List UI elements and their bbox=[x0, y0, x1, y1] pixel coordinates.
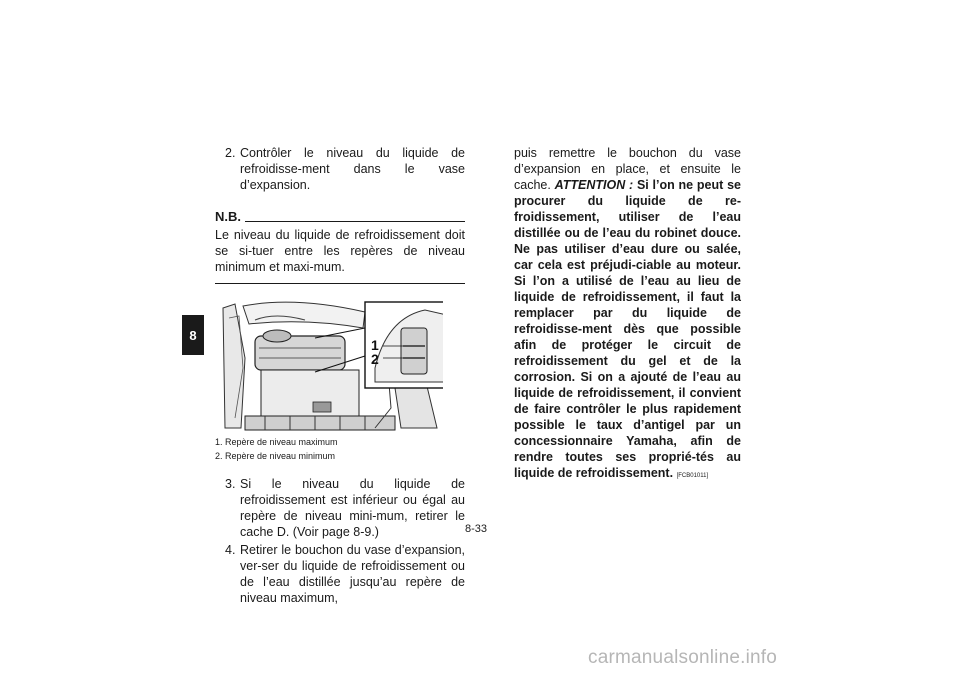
warning-code: [FCB01011] bbox=[676, 473, 709, 479]
chapter-tab: 8 bbox=[182, 315, 204, 355]
figure-label-1: 1 bbox=[371, 337, 379, 353]
step-4-number: 4. bbox=[225, 543, 236, 557]
nb-end-rule bbox=[215, 283, 465, 284]
attention-label: ATTENTION : bbox=[554, 178, 634, 192]
figure-caption-1: 1. Repère de niveau maximum bbox=[215, 437, 338, 447]
warning-text: Si l’on ne peut se procurer du liquide de re-froidissement, utiliser de l’eau distillée ou de l’eau du robinet douce. Ne pas utiliser d’eau dure ou salée, car cela est préjudi-ciable au moteur. Si l’on a utilisé de l’eau au lieu de liquide de refroidissement, il faut la remplacer par du liquide de refroidisse-ment dès que possible afin de protéger le circuit de refroidissement du gel et de la corrosion. Si on a ajouté de l’eau au liquide de refroidissement, il convient de faire contrôler le plus rapidement possible le taux d’antigel par un concessionnaire Yamaha, afin de rendre toutes ses proprié-tés au liquide de refroidissement. bbox=[514, 178, 741, 480]
step-3-number: 3. bbox=[225, 477, 236, 491]
steps-continued bbox=[215, 476, 465, 606]
nb-rule bbox=[245, 221, 465, 222]
step-3-text: Si le niveau du liquide de refroidissement est inférieur ou égal au repère de niveau mini-mum, retirer le cache D. (Voir page 8-9.) bbox=[240, 477, 465, 539]
nb-title: N.B. bbox=[215, 209, 241, 224]
coolant-reservoir-figure bbox=[215, 298, 443, 434]
nb-text: Le niveau du liquide de refroidissement doit se si-tuer entre les repères de niveau minimum et maxi-mum. bbox=[215, 228, 465, 274]
nb-header bbox=[215, 209, 465, 225]
page-number: 8-33 bbox=[465, 523, 488, 535]
step-3 bbox=[215, 476, 465, 540]
intro-text: puis remettre le bouchon du vase d’expansion en place, et ensuite le cache. bbox=[514, 146, 741, 192]
step-2 bbox=[215, 145, 465, 193]
step-2-number: 2. bbox=[225, 146, 236, 160]
step-4-text: Retirer le bouchon du vase d’expansion, ver-ser du liquide de refroidissement ou de l’eau distillée jusqu’au repère de niveau maximum, bbox=[240, 543, 465, 605]
left-column bbox=[215, 145, 465, 608]
warning-paragraph bbox=[514, 145, 741, 484]
reservoir-illustration bbox=[215, 298, 443, 434]
watermark: carmanualsonline.info bbox=[588, 647, 778, 668]
step-4 bbox=[215, 542, 465, 606]
right-column bbox=[514, 145, 741, 484]
figure-caption-2: 2. Repère de niveau minimum bbox=[215, 451, 336, 461]
step-2-text: Contrôler le niveau du liquide de refroidisse-ment dans le vase d’expansion. bbox=[240, 146, 465, 192]
figure-label-2: 2 bbox=[371, 351, 379, 367]
